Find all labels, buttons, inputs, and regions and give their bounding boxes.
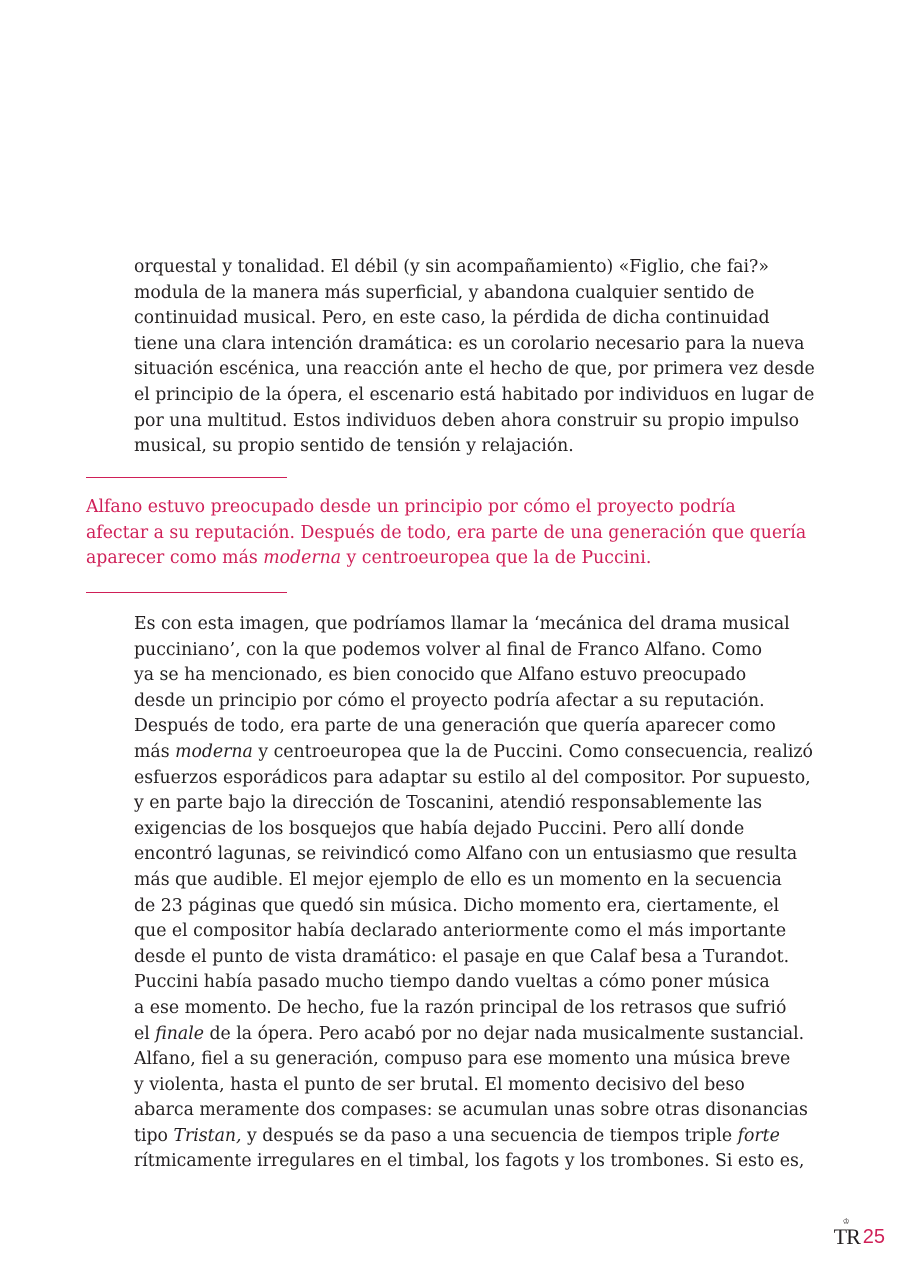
pull-quote-line: afectar a su reputación. Después de todo, era parte de una generación que quería	[86, 522, 807, 543]
italic-term: moderna	[175, 741, 253, 762]
text-line: esfuerzos esporádicos para adaptar su estilo al del compositor. Por supuesto,	[134, 767, 811, 788]
pull-quote	[86, 495, 806, 572]
text-line: y en parte bajo la dirección de Toscanini, atendió responsablemente las	[134, 793, 762, 814]
text-segment: de la ópera. Pero acabó por no dejar nada musicalmente sustancial.	[203, 1023, 805, 1044]
text-line: rítmicamente irregulares en el timbal, los fagots y los trombones. Si esto es,	[134, 1151, 805, 1172]
pull-quote-line: Alfano estuvo preocupado desde un principio por cómo el proyecto podría	[86, 497, 736, 517]
text-line: y violenta, hasta el punto de ser brutal. El momento decisivo del beso	[134, 1074, 745, 1095]
text-line: musical, su propio sentido de tensión y relajación.	[134, 436, 574, 457]
pull-quote-top-rule	[86, 477, 287, 478]
text-segment: tipo	[134, 1125, 174, 1146]
text-line: Alfano, fiel a su generación, compuso para ese momento una música breve	[134, 1049, 791, 1070]
text-line: pucciniano’, con la que podemos volver al final de Franco Alfano. Como	[134, 639, 763, 660]
body-text-block	[134, 612, 813, 1175]
text-segment: el	[134, 1023, 156, 1044]
text-line: que el compositor había declarado anteriormente como el más importante	[134, 921, 787, 942]
text-line: ya se ha mencionado, es bien conocido que Alfano estuvo preocupado	[134, 665, 747, 686]
text-line	[134, 740, 813, 766]
text-line: el principio de la ópera, el escenario está habitado por individuos en lugar de	[134, 384, 815, 405]
text-line: modula de la manera más superficial, y abandona cualquier sentido de	[134, 282, 755, 303]
text-line: encontró lagunas, se reivindicó como Alfano con un entusiasmo que resulta	[134, 844, 798, 865]
text-line: tiene una clara intención dramática: es un corolario necesario para la nueva	[134, 333, 805, 354]
publisher-logo	[833, 1217, 860, 1250]
pull-quote-text: y centroeuropea que la de Puccini.	[341, 548, 652, 569]
text-line: abarca meramente dos compases: se acumulan unas sobre otras disonancias	[134, 1100, 808, 1121]
text-line: Después de todo, era parte de una generación que quería aparecer como	[134, 716, 776, 737]
text-line: exigencias de los bosquejos que había dejado Puccini. Pero allí donde	[134, 818, 745, 839]
italic-term: finale	[155, 1023, 204, 1044]
text-segment: más	[134, 741, 176, 762]
body-text-block	[134, 255, 815, 460]
italic-term: forte	[737, 1125, 780, 1146]
text-line	[134, 1022, 805, 1048]
text-line: desde un principio por cómo el proyecto podría afectar a su reputación.	[134, 690, 765, 711]
text-line	[134, 1124, 794, 1150]
pull-quote-italic: moderna	[263, 548, 342, 569]
text-line: desde el punto de vista dramático: el pasaje en que Calaf besa a Turandot.	[134, 946, 790, 967]
text-line: Puccini había pasado mucho tiempo dando vueltas a cómo poner música	[134, 972, 770, 993]
pull-quote-line	[86, 546, 806, 572]
pull-quote-bottom-rule	[86, 592, 287, 593]
text-line: por una multitud. Estos individuos deben ahora construir su propio impulso	[134, 410, 800, 431]
text-line: más que audible. El mejor ejemplo de ello es un momento en la secuencia	[134, 869, 782, 890]
text-line: Es con esta imagen, que podríamos llamar la ‘mecánica del drama musical	[134, 614, 790, 634]
text-segment: y centroeuropea que la de Puccini. Como consecuencia, realizó	[252, 741, 813, 762]
pull-quote-text: aparecer como más	[86, 548, 264, 569]
text-line: orquestal y tonalidad. El débil (y sin acompañamiento) «Figlio, che fai?»	[134, 257, 769, 277]
logo-text: TR	[833, 1224, 860, 1249]
page-number: 25	[862, 1226, 885, 1248]
crown-icon: ♔	[842, 1217, 849, 1226]
italic-term: Tristan,	[173, 1125, 242, 1146]
text-segment: y después se da paso a una secuencia de tiempos triple	[241, 1125, 738, 1146]
text-line: continuidad musical. Pero, en este caso, la pérdida de dicha continuidad	[134, 308, 770, 329]
text-line: de 23 páginas que quedó sin música. Dicho momento era, ciertamente, el	[134, 895, 780, 916]
text-line: a ese momento. De hecho, fue la razón principal de los retrasos que sufrió	[134, 997, 787, 1018]
page-footer	[833, 1217, 885, 1250]
text-line: situación escénica, una reacción ante el hecho de que, por primera vez desde	[134, 359, 815, 380]
